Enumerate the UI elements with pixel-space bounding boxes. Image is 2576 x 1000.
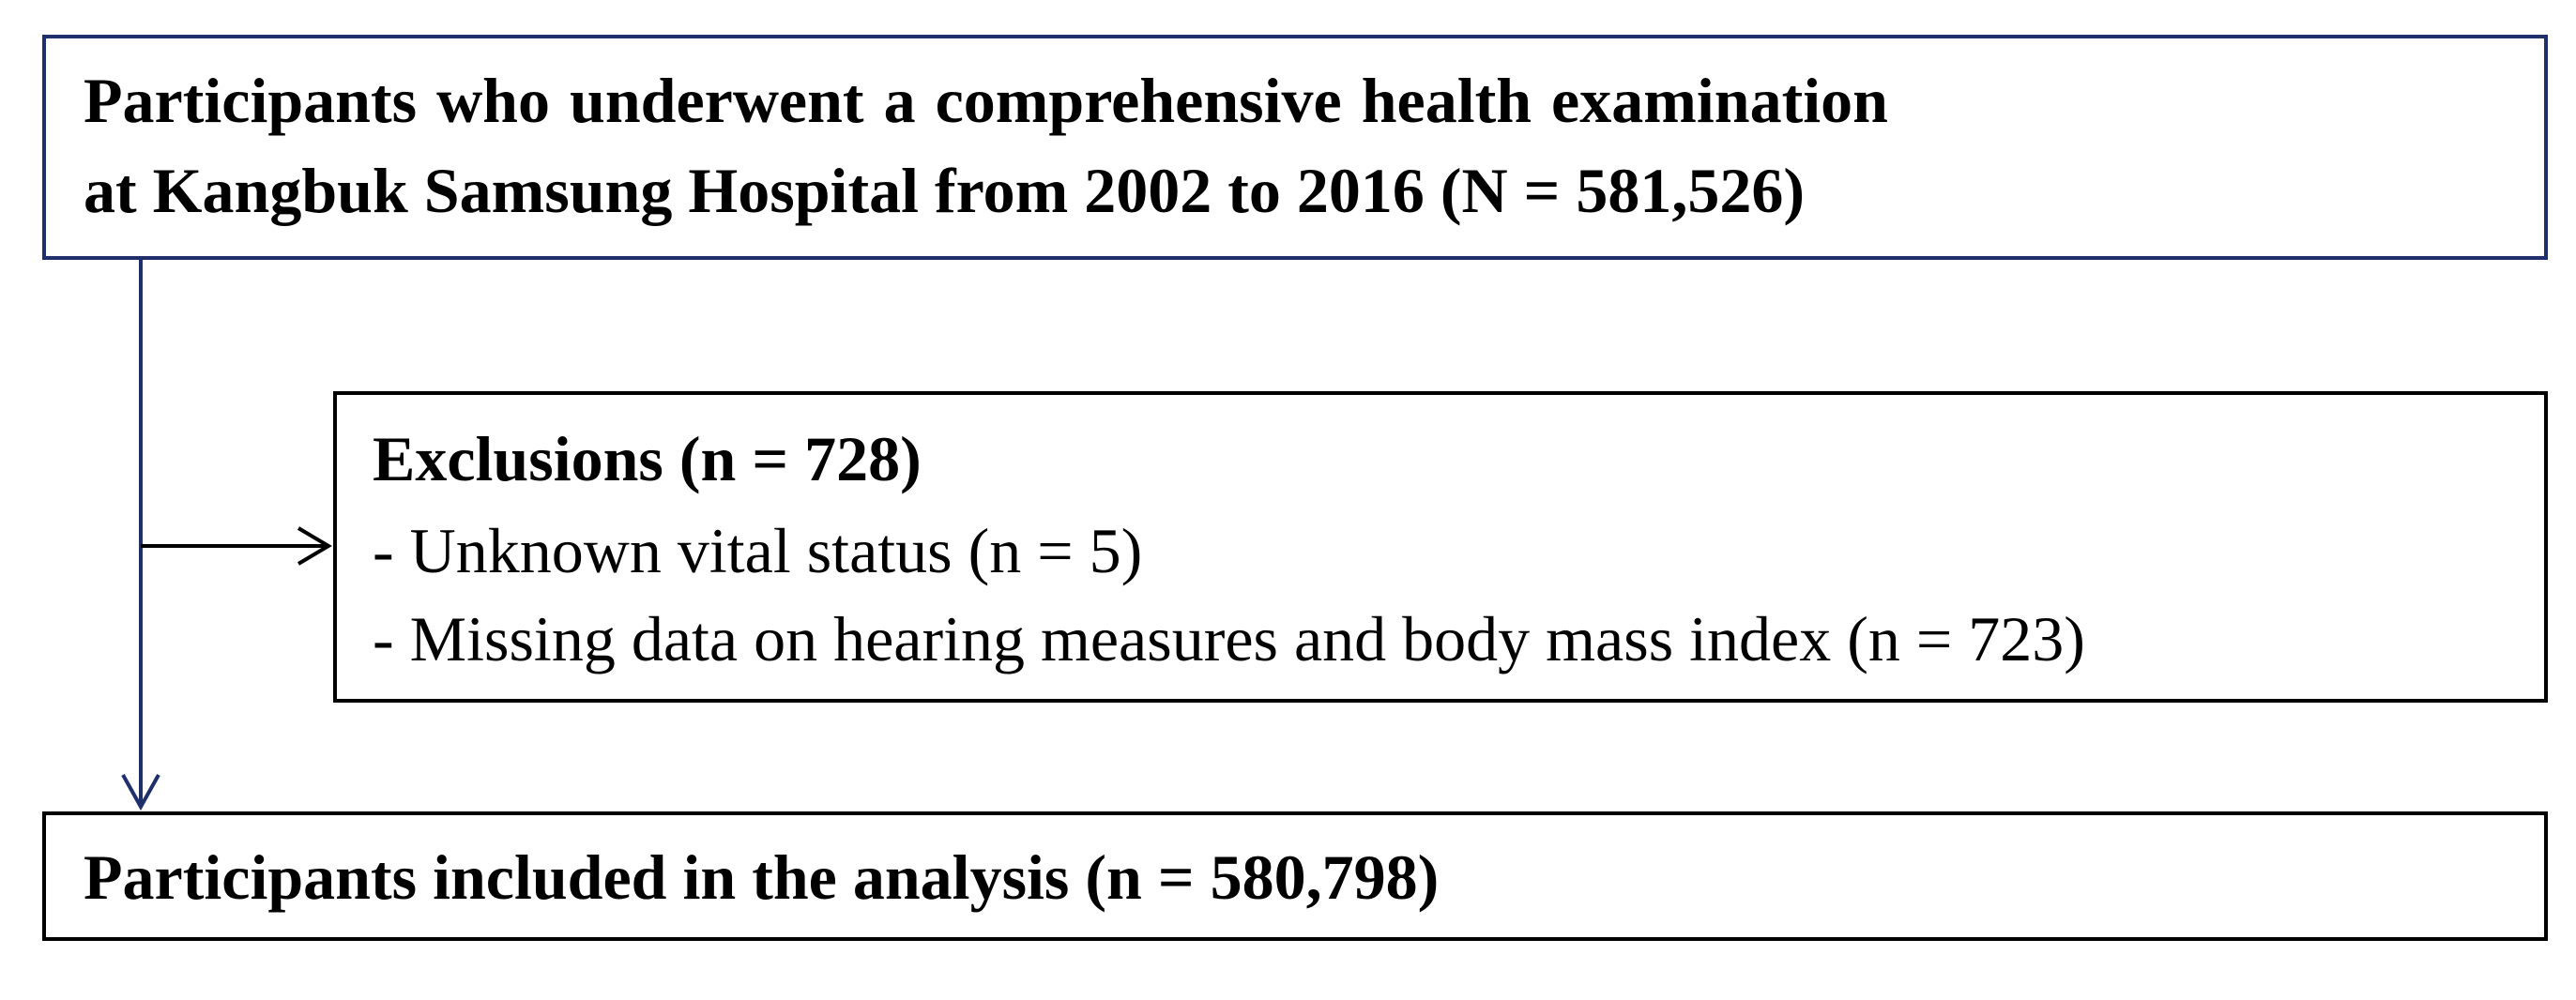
source-population-box xyxy=(42,35,2548,260)
exclusions-box xyxy=(333,391,2548,703)
exclusion-item-missing-data: - Missing data on hearing measures and body mass index (n = 723) xyxy=(373,603,2085,674)
analysis-population-box xyxy=(42,811,2548,941)
source-population-line-2: at Kangbuk Samsung Hospital from 2002 to 2016 (N = 581,526) xyxy=(84,155,1806,226)
exclusions-heading: Exclusions (n = 728) xyxy=(373,423,922,494)
analysis-population-line: Participants included in the analysis (n = 580,798) xyxy=(84,841,1440,913)
exclusion-item-unknown-vital-status: - Unknown vital status (n = 5) xyxy=(373,515,1143,586)
source-population-line-1: Participants who underwent a comprehensive health examination xyxy=(84,65,1888,136)
